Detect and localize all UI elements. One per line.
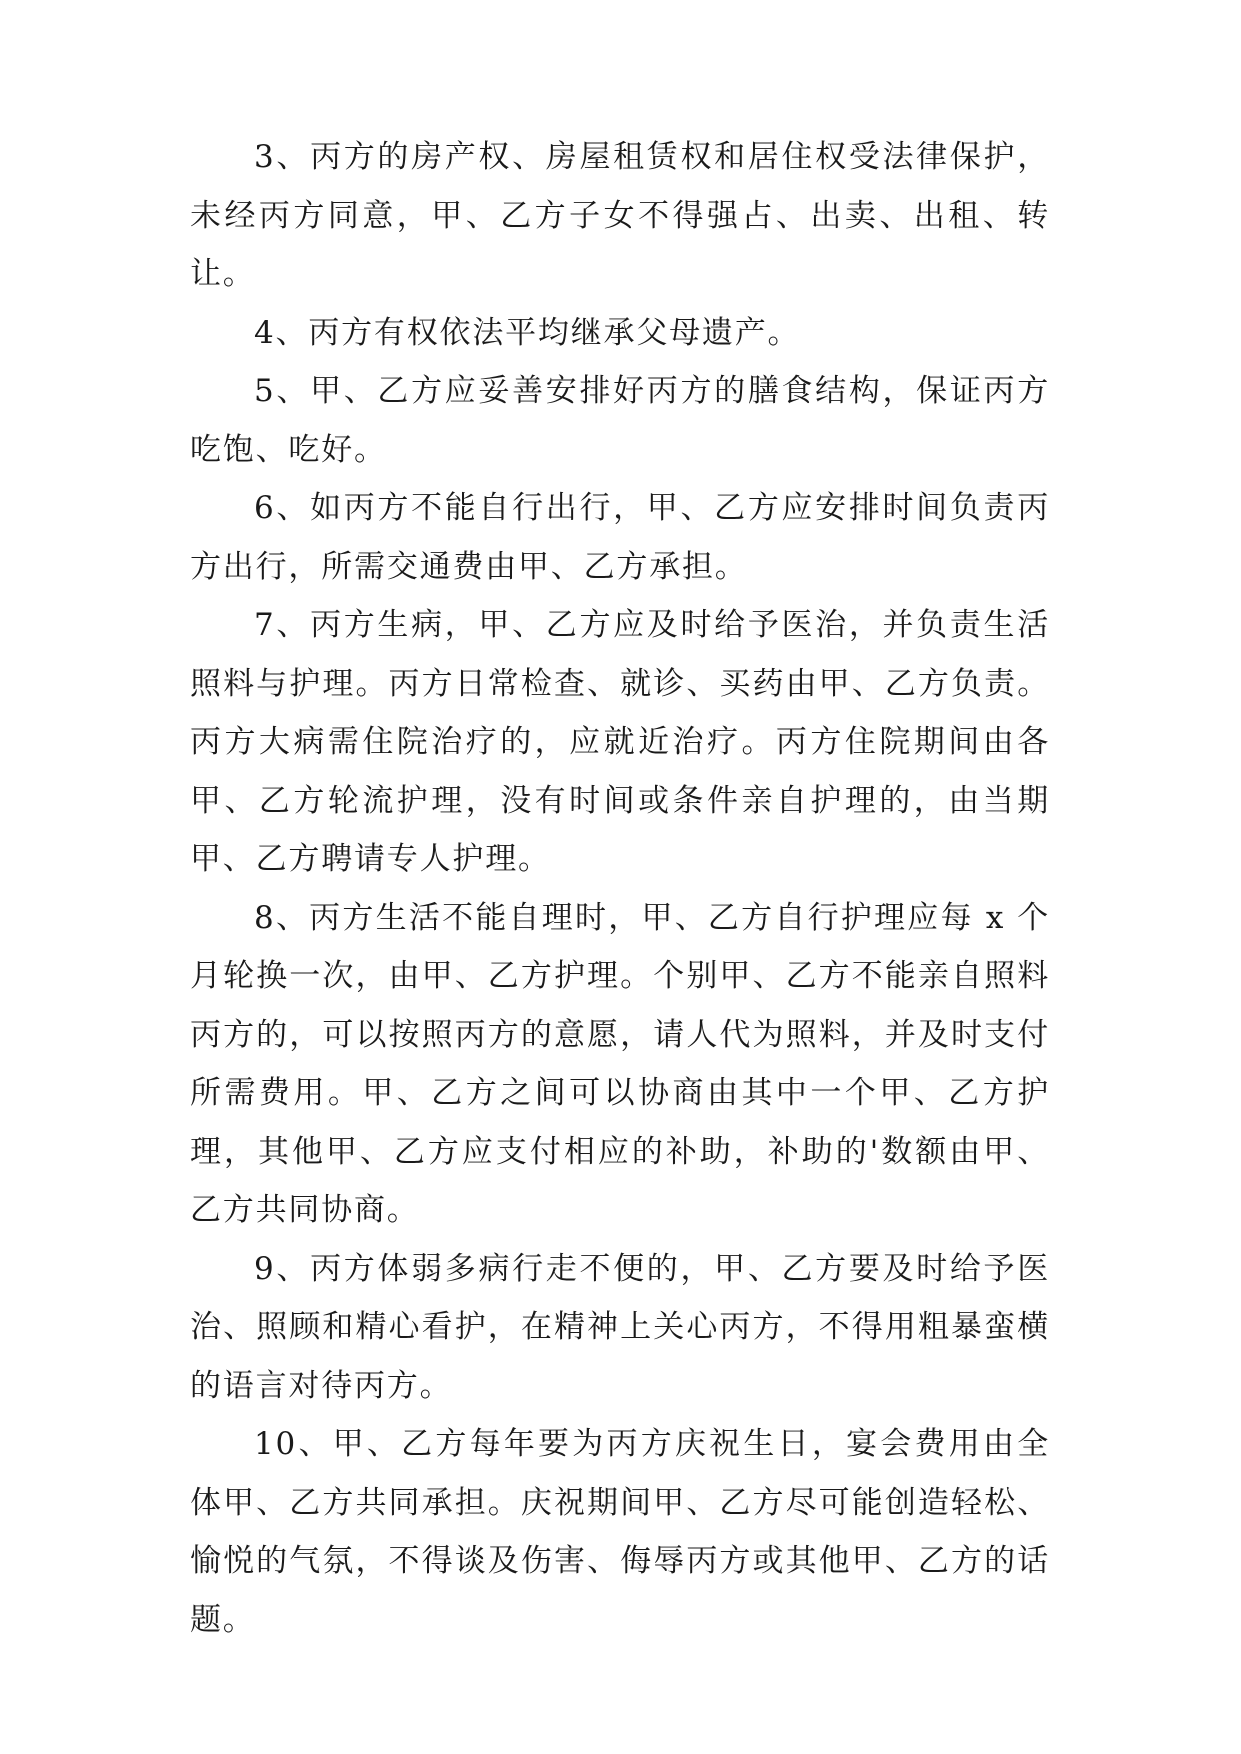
paragraph-clause-5: 5、甲、乙方应妥善安排好丙方的膳食结构，保证丙方吃饱、吃好。 [190, 373, 1050, 468]
paragraph-clause-4: 4、丙方有权依法平均继承父母遗产。 [254, 314, 801, 351]
paragraph-clause-9: 9、丙方体弱多病行走不便的，甲、乙方要及时给予医治、照顾和精心看护，在精神上关心丙方，不得用粗暴蛮横的语言对待丙方。 [190, 1250, 1050, 1404]
paragraph-clause-3: 3、丙方的房产权、房屋租赁权和居住权受法律保护，未经丙方同意，甲、乙方子女不得强占、出卖、出租、转让。 [190, 139, 1050, 292]
document-body [190, 128, 1050, 1649]
paragraph-clause-6: 6、如丙方不能自行出行，甲、乙方应安排时间负责丙方出行，所需交通费由甲、乙方承担。 [190, 490, 1050, 585]
paragraph-clause-7: 7、丙方生病，甲、乙方应及时给予医治，并负责生活照料与护理。丙方日常检查、就诊、买药由甲、乙方负责。丙方大病需住院治疗的，应就近治疗。丙方住院期间由各甲、乙方轮流护理，没有时间或条件亲自护理的，由当期甲、乙方聘请专人护理。 [190, 607, 1050, 877]
paragraph-clause-8: 8、丙方生活不能自理时，甲、乙方自行护理应每 x 个月轮换一次，由甲、乙方护理。个别甲、乙方不能亲自照料丙方的，可以按照丙方的意愿，请人代为照料，并及时支付所需费用。甲、乙方之间可以协商由其中一个甲、乙方护理，其他甲、乙方应支付相应的补助，补助的'数额由甲、乙方共同协商。 [190, 899, 1050, 1228]
paragraph-clause-10: 10、甲、乙方每年要为丙方庆祝生日，宴会费用由全体甲、乙方共同承担。庆祝期间甲、乙方尽可能创造轻松、愉悦的气氛，不得谈及伤害、侮辱丙方或其他甲、乙方的话题。 [190, 1426, 1050, 1638]
